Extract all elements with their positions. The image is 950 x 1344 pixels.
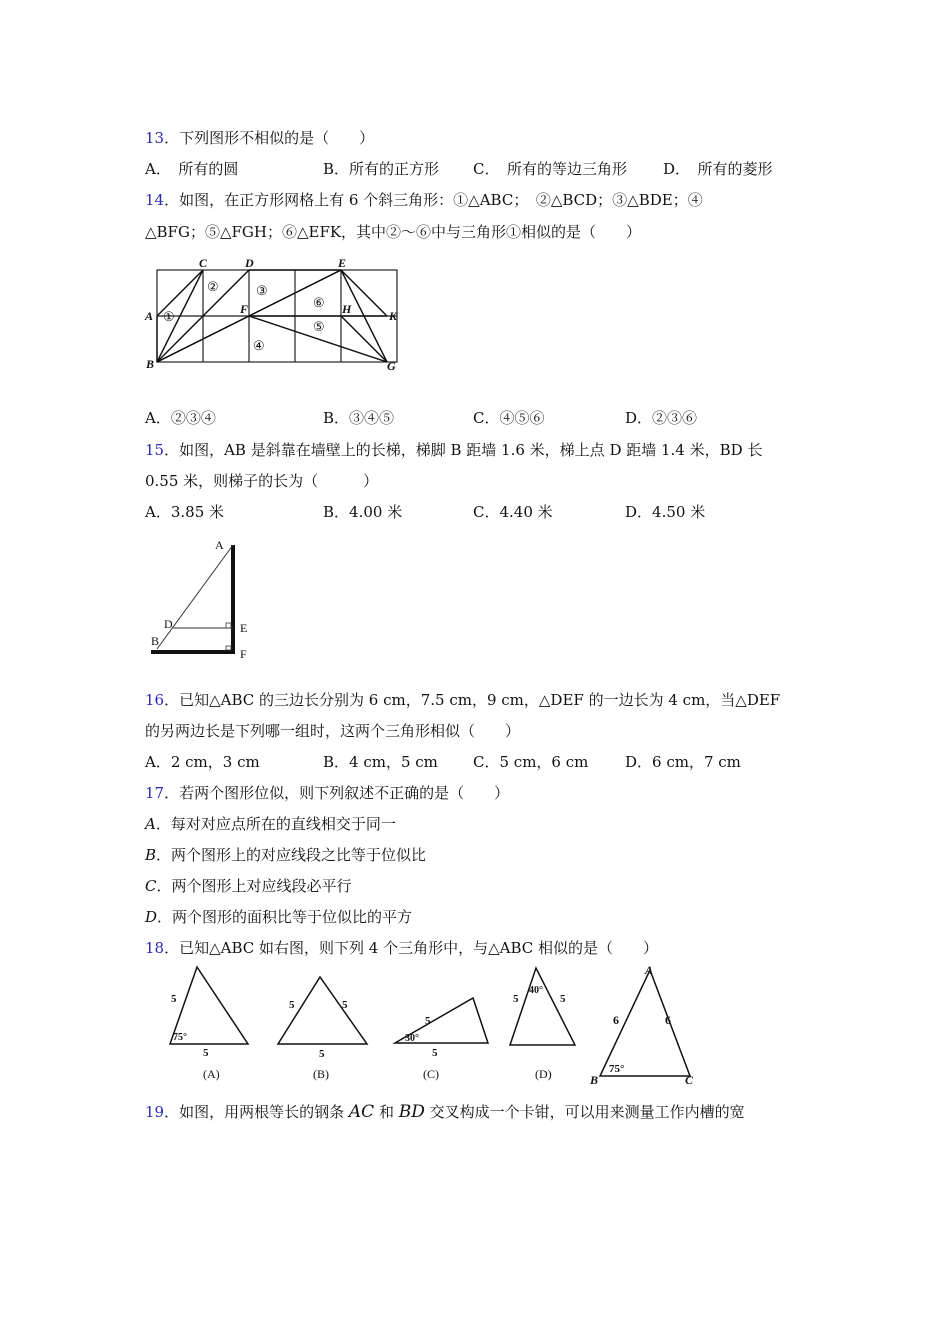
question-13 [145, 128, 374, 148]
option-a: A．3.85 米 [145, 503, 224, 521]
angle-label: 75° [609, 1063, 625, 1075]
label-k: K [389, 309, 398, 323]
side-label: 5 [560, 993, 566, 1005]
option-b: B．所有的正方形 [323, 160, 440, 178]
label-c: C [199, 256, 208, 270]
label-e: E [338, 256, 347, 270]
label-g: G [387, 359, 396, 373]
region-2: ② [207, 279, 219, 294]
question-text: ．如图，在正方形网格上有 6 个斜三角形：①△ABC； ②△BCD；③△BDE；④ [164, 191, 703, 209]
question-15 [145, 440, 762, 460]
option-a: A．每对对应点所在的直线相交于同一 [145, 815, 396, 833]
question-14 [145, 190, 703, 210]
option-c: C． 所有的等边三角形 [473, 160, 627, 178]
side-label: 6 [665, 1013, 671, 1027]
side-label: 5 [342, 999, 348, 1011]
option-c: C．④⑤⑥ [473, 409, 545, 427]
var-ac: AC [348, 1102, 375, 1122]
option-b: B．4 cm，5 cm [323, 753, 438, 771]
label-a: A [215, 538, 224, 552]
option-d: D．4.50 米 [625, 503, 706, 521]
label-a: A [645, 963, 654, 977]
question-number: 15 [145, 441, 165, 459]
question-19: 19．如图，用两根等长的钢条 AC 和 BD 交叉构成一个卡钳，可以用来测量工作内槽的宽 [145, 1102, 745, 1122]
question-16-cont: 的另两边长是下列哪一组时，这两个三角形相似（ ） [145, 722, 521, 740]
option-b: B．③④⑤ [323, 409, 395, 427]
option-a: A．2 cm，3 cm [145, 753, 260, 771]
question-number: 13 [145, 129, 165, 147]
question-text: ．若两个图形位似，则下列叙述不正确的是（ ） [164, 784, 510, 802]
label-a: A [145, 309, 154, 323]
question-text: ．已知△ABC 的三边长分别为 6 cm，7.5 cm，9 cm，△DEF 的一边长为 4 cm，当△DEF [164, 691, 781, 709]
caption-c: (C) [423, 1067, 439, 1081]
question-14-cont: △BFG；⑤△FGH；⑥△EFK，其中②～⑥中与三角形①相似的是（ ） [145, 223, 642, 241]
option-b: B．4.00 米 [323, 503, 403, 521]
angle-label: 75° [173, 1032, 187, 1043]
side-label: 6 [613, 1013, 619, 1027]
side-label: 5 [203, 1047, 209, 1059]
question-number: 16 [145, 691, 165, 709]
option-a: A．②③④ [145, 409, 216, 427]
option-a: A． 所有的圆 [145, 160, 239, 178]
label-e: E [240, 621, 248, 635]
side-label: 5 [425, 1015, 431, 1027]
region-4: ④ [253, 338, 265, 353]
question-18 [145, 938, 658, 958]
label-f: F [240, 647, 247, 661]
question-number: 17 [145, 784, 165, 802]
question-text: ．下列图形不相似的是（ ） [164, 129, 375, 147]
label-d: D [245, 256, 254, 270]
question-16 [145, 690, 780, 710]
option-c: C．4.40 米 [473, 503, 553, 521]
option-d: D．②③⑥ [625, 409, 698, 427]
region-5: ⑤ [313, 319, 325, 334]
region-1: ① [163, 309, 175, 324]
question-number: 18 [145, 939, 165, 957]
question-15-cont: 0.55 米，则梯子的长为（ ） [145, 472, 379, 490]
label-f: F [240, 302, 249, 316]
label-d: D [164, 617, 173, 631]
triangles-figure [145, 962, 705, 1092]
option-d: D．6 cm，7 cm [625, 753, 741, 771]
question-text: ．已知△ABC 如右图，则下列 4 个三角形中，与△ABC 相似的是（ ） [164, 939, 659, 957]
question-number: 19 [145, 1103, 165, 1121]
question-17 [145, 783, 509, 803]
angle-label: 40° [529, 985, 543, 996]
angle-label: 30° [405, 1033, 419, 1044]
region-3: ③ [256, 283, 268, 298]
region-6: ⑥ [313, 295, 325, 310]
side-label: 5 [513, 993, 519, 1005]
triangle-d [510, 968, 575, 1045]
option-d: D．两个图形的面积比等于位似比的平方 [145, 908, 413, 926]
side-label: 5 [319, 1048, 325, 1060]
side-label: 5 [289, 999, 295, 1011]
option-c: C．5 cm，6 cm [473, 753, 589, 771]
label-b: B [590, 1073, 599, 1087]
option-b: B．两个图形上的对应线段之比等于位似比 [145, 846, 427, 864]
caption-a: (A) [203, 1067, 220, 1081]
ladder [157, 545, 233, 649]
label-b: B [146, 357, 155, 371]
option-c: C．两个图形上对应线段必平行 [145, 877, 352, 895]
side-label: 5 [432, 1047, 438, 1059]
grid-triangles-figure [143, 256, 405, 376]
side-label: 5 [171, 993, 177, 1005]
question-number: 14 [145, 191, 165, 209]
ladder-figure [145, 535, 260, 665]
label-c: C [685, 1073, 694, 1087]
label-b: B [151, 634, 160, 648]
label-h: H [342, 302, 352, 316]
question-text: ．如图，AB 是斜靠在墙壁上的长梯，梯脚 B 距墙 1.6 米，梯上点 D 距墙 1.4 米，BD 长 [164, 441, 763, 459]
caption-d: (D) [535, 1067, 552, 1081]
caption-b: (B) [313, 1067, 329, 1081]
var-bd: BD [398, 1102, 425, 1122]
option-d: D． 所有的菱形 [663, 160, 773, 178]
